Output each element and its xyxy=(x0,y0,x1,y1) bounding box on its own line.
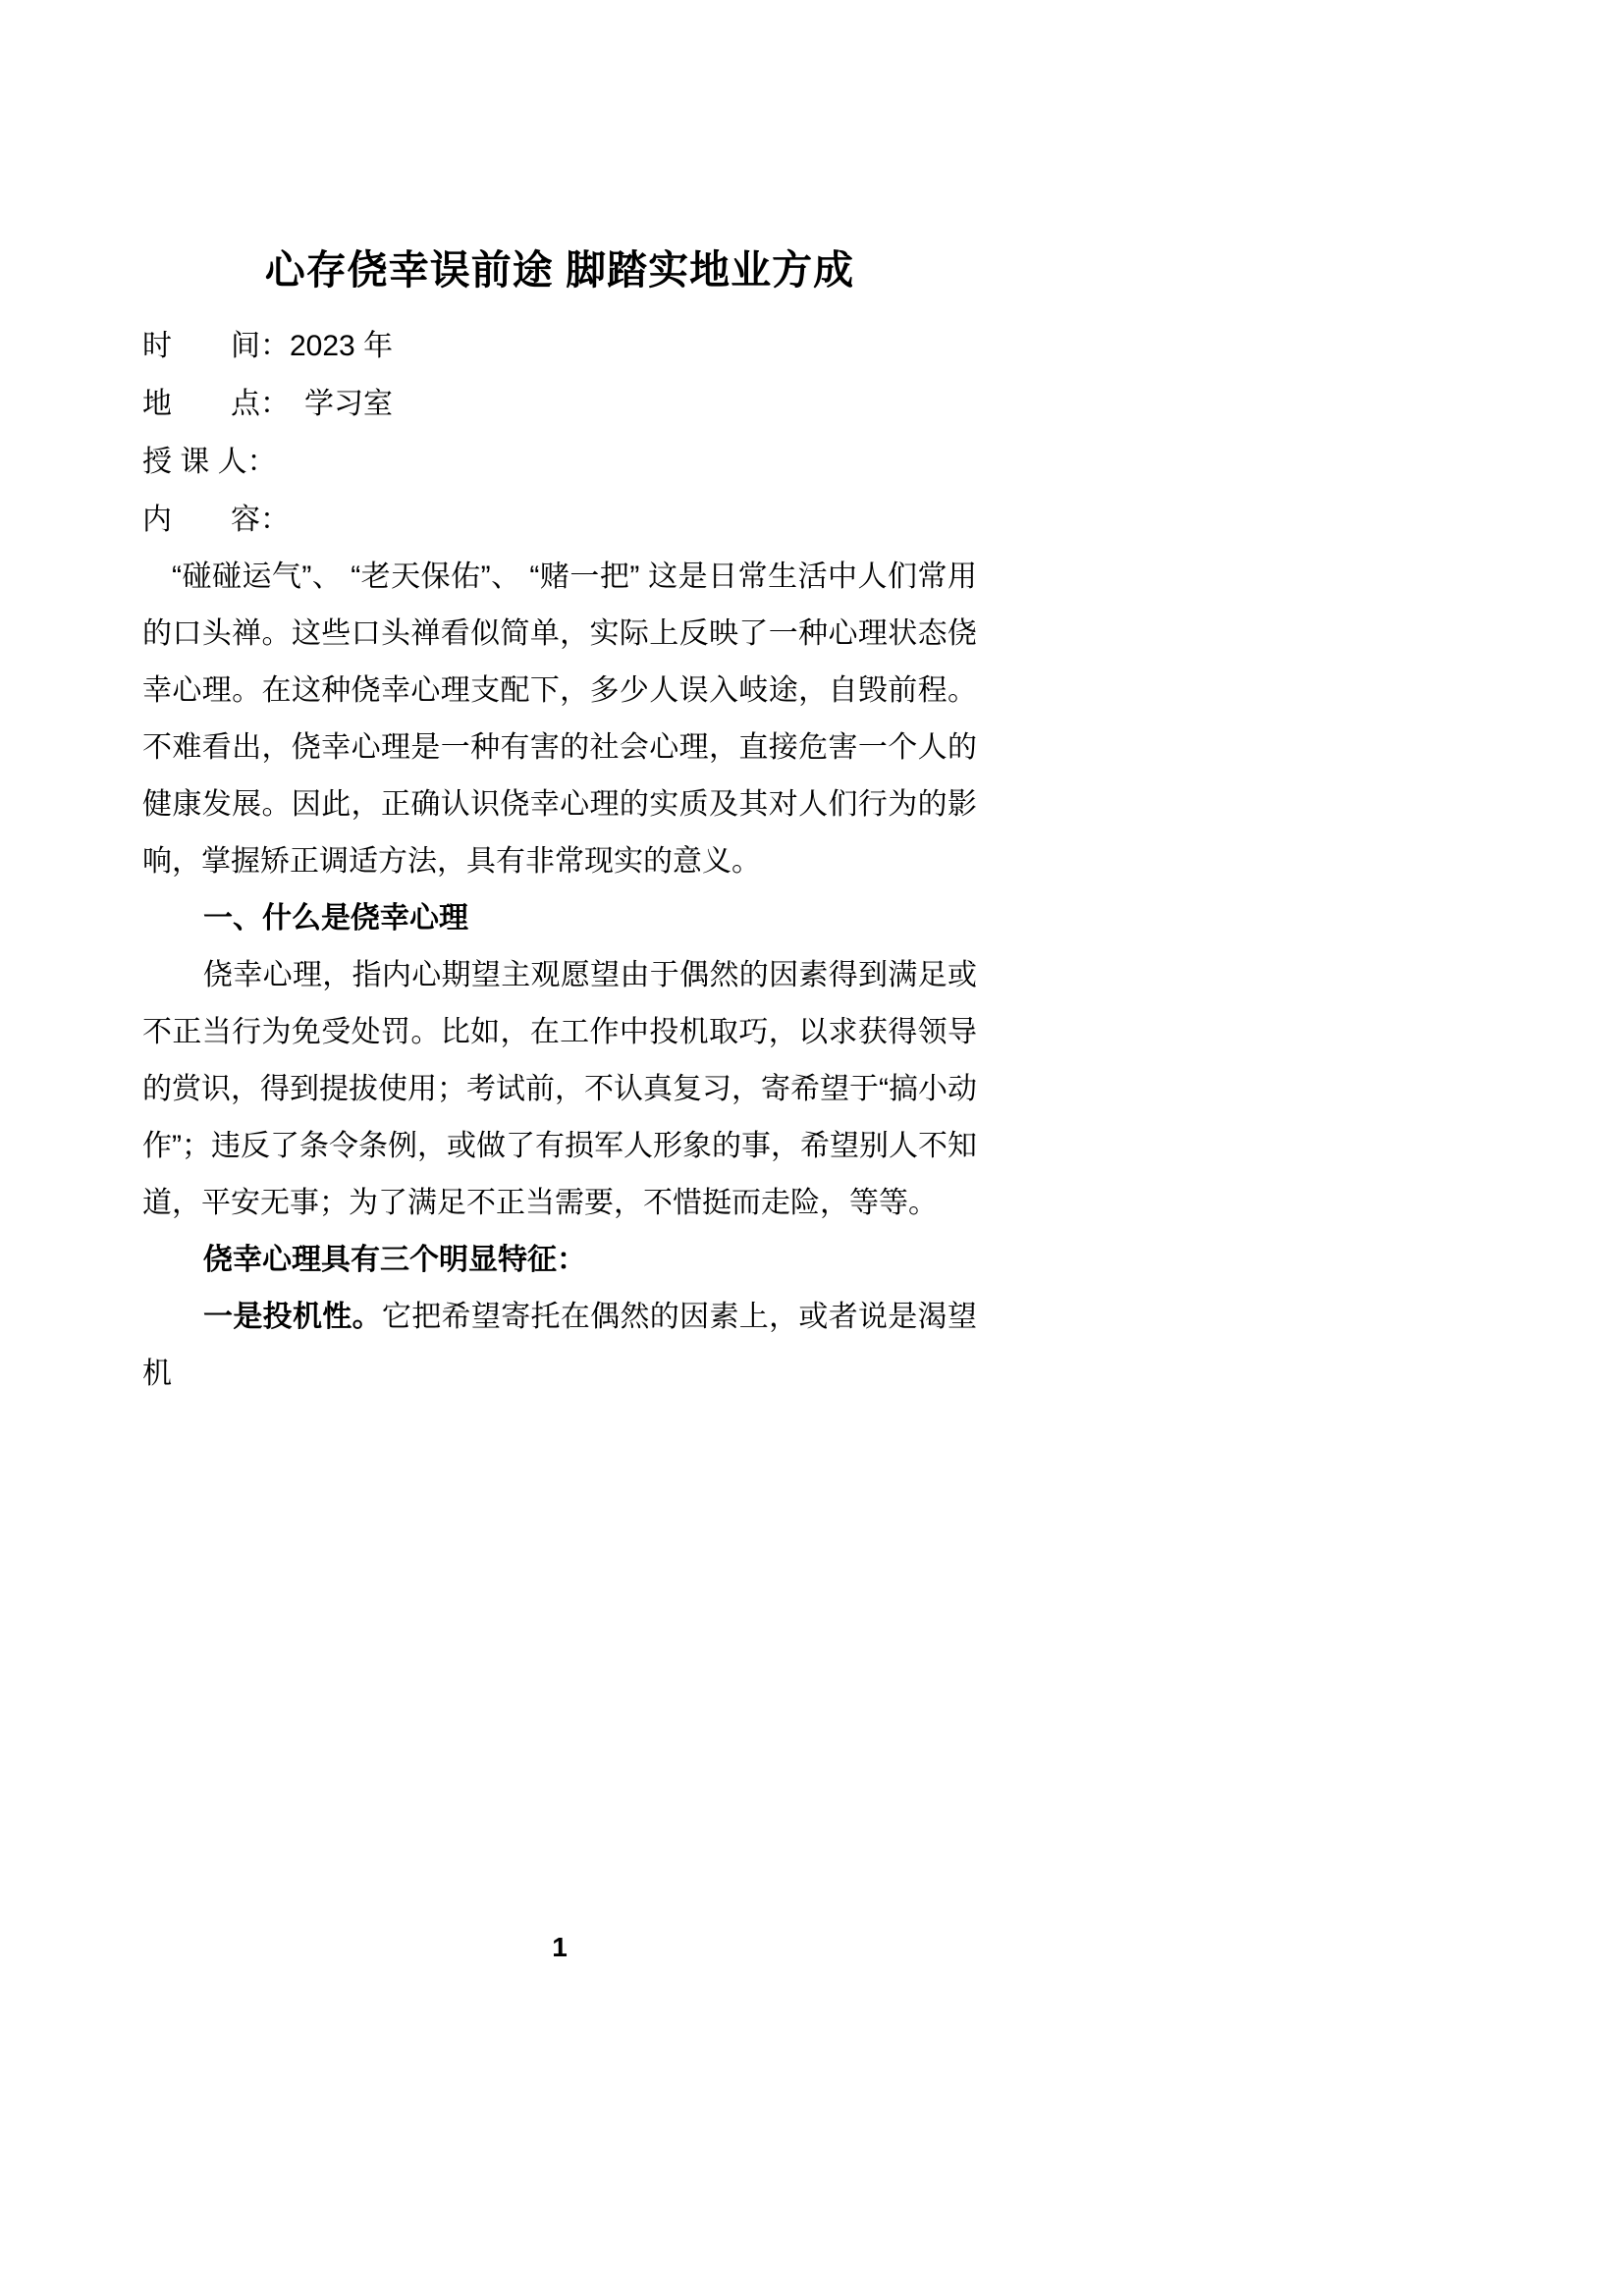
paragraph-intro: “碰碰运气”、 “老天保佑”、 “赌一把” 这是日常生活中人们常用的口头禅。这些口头禅看似简单，实际上反映了一种心理状态侥幸心理。在这种侥幸心理支配下，多少人误入岐途，自毁前程。不难看出，侥幸心理是一种有害的社会心理，直接危害一个人的健康发展。因此，正确认识侥幸心理的实质及其对人们行为的影响，掌握矫正调适方法，具有非常现实的意义。 xyxy=(142,561,977,879)
meta-value-time: 2023 年 xyxy=(290,330,394,363)
paragraph-feature-1 xyxy=(142,1289,977,1403)
page-number: 1 xyxy=(552,1932,568,1962)
meta-line-place xyxy=(142,375,977,433)
feature-1-text: 它把希望寄托在偶然的因素上，或者说是渴望机 xyxy=(142,1301,978,1391)
meta-label-time: 时 间： xyxy=(142,330,290,363)
section-heading-what-is: 一、什么是侥幸心理 xyxy=(203,902,468,935)
meta-line-time xyxy=(142,317,977,375)
meta-line-content xyxy=(142,491,977,549)
paragraph-definition: 侥幸心理，指内心期望主观愿望由于偶然的因素得到满足或不正当行为免受处罚。比如，在工作中投机取巧，以求获得领导的赏识，得到提拔使用；考试前，不认真复习，寄希望于“搞小动作”；违反了条令条例，或做了有损军人形象的事，希望别人不知道，平安无事；为了满足不正当需要，不惜挺而走险，等等。 xyxy=(142,959,977,1220)
meta-value-place: 学习室 xyxy=(275,388,393,421)
subheading-three-features: 侥幸心理具有三个明显特征： xyxy=(203,1244,586,1277)
meta-label-lecturer: 授 课 人： xyxy=(142,446,277,479)
meta-label-content: 内 容： xyxy=(142,504,290,537)
feature-1-lead: 一是投机性。 xyxy=(203,1301,382,1334)
meta-line-lecturer xyxy=(142,433,977,491)
document-title: 心存侥幸误前途 脚踏实地业方成 xyxy=(264,247,855,293)
document-content xyxy=(142,243,977,1403)
meta-label-place: 地 点： xyxy=(142,388,275,421)
